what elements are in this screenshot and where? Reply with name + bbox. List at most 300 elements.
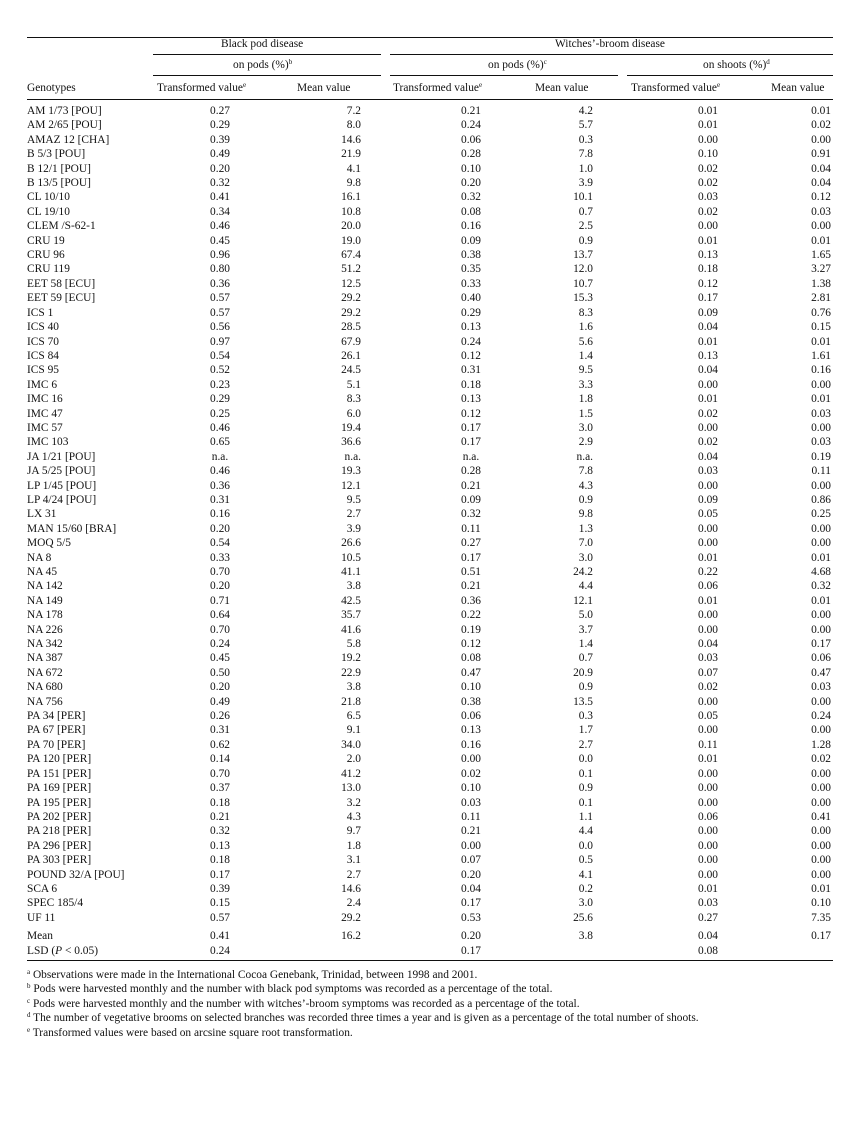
table-cell: 0.57 <box>210 911 230 924</box>
table-cell: 0.65 <box>210 436 230 449</box>
table-cell: 0.34 <box>210 205 230 218</box>
table-cell: 0.10 <box>698 148 718 161</box>
table-cell: 0.32 <box>210 177 230 190</box>
table-cell: 0.00 <box>698 724 718 737</box>
table-cell: 0.86 <box>811 493 831 506</box>
table-cell: 0.13 <box>698 249 718 262</box>
table-cell: 0.28 <box>461 465 481 478</box>
table-cell: 3.0 <box>578 551 593 564</box>
table-cell: 0.3 <box>578 133 593 146</box>
table-cell: 0.03 <box>461 796 481 809</box>
footnote-mark: d <box>27 1011 31 1020</box>
table-cell: 3.9 <box>346 522 361 535</box>
genotype-cell: B 12/1 [POU] <box>27 162 91 175</box>
table-cell: 0.06 <box>811 652 831 665</box>
table-cell: 9.5 <box>578 364 593 377</box>
table-cell: 0.02 <box>698 436 718 449</box>
table-cell: 0.21 <box>461 105 481 117</box>
table-cell: 0.03 <box>811 681 831 694</box>
table-cell: 4.4 <box>578 580 593 593</box>
table-cell: 0.09 <box>461 234 481 247</box>
table-cell: 0.56 <box>210 321 230 334</box>
table-cell: 0.21 <box>461 580 481 593</box>
table-cell: 0.01 <box>811 594 831 607</box>
table-cell: 16.2 <box>341 930 361 943</box>
table-cell: 0.47 <box>461 666 481 679</box>
table-cell: 2.7 <box>578 738 593 751</box>
table-cell: 1.0 <box>578 162 593 175</box>
table-cell: 10.8 <box>341 205 361 218</box>
table-row <box>27 551 833 565</box>
genotype-cell: SPEC 185/4 <box>27 897 84 910</box>
table-cell: 4.68 <box>811 566 831 578</box>
table-cell: 0.13 <box>461 724 481 737</box>
table-cell: 0.00 <box>698 609 718 622</box>
table-cell: 0.21 <box>210 810 230 823</box>
table-cell: 0.62 <box>210 738 230 751</box>
table-cell: 1.1 <box>578 810 593 823</box>
table-cell: 0.64 <box>210 609 230 622</box>
genotype-cell: AM 1/73 [POU] <box>27 105 102 117</box>
table-cell: 0.06 <box>698 810 718 823</box>
table-cell: 0.57 <box>210 306 230 319</box>
table-cell: 3.8 <box>346 681 361 694</box>
table-cell: 0.26 <box>210 710 230 723</box>
table-cell: 10.1 <box>573 191 593 204</box>
table-cell: 1.28 <box>811 738 831 751</box>
genotype-cell: NA 756 <box>27 695 63 708</box>
table-cell: 0.46 <box>210 220 230 233</box>
table-cell: 12.1 <box>573 594 593 607</box>
genotype-cell: PA 34 [PER] <box>27 710 86 723</box>
genotype-cell: LP 1/45 [POU] <box>27 479 97 492</box>
header-transformed-3: Transformed value$^e$ <box>631 81 721 94</box>
table-cell: 0.14 <box>210 753 230 766</box>
table-cell: 1.4 <box>578 638 593 651</box>
table-cell: 0.07 <box>461 854 481 867</box>
table-cell: 0.45 <box>210 652 230 665</box>
table-cell: 12.1 <box>341 479 361 492</box>
table-cell: 0.70 <box>210 566 230 578</box>
table-cell: 0.03 <box>811 407 831 420</box>
table-cell: 3.0 <box>578 421 593 434</box>
table-row <box>27 248 833 262</box>
table-row <box>27 623 833 637</box>
table-cell: 0.24 <box>461 335 481 348</box>
table-cell: 3.7 <box>578 623 593 636</box>
table-cell: 0.70 <box>210 623 230 636</box>
table-row <box>27 738 833 752</box>
table-cell: 0.32 <box>210 825 230 838</box>
table-cell: 0.00 <box>811 479 831 492</box>
table-cell: 67.4 <box>341 249 361 262</box>
table-cell: 0.32 <box>811 580 831 593</box>
table-cell: 0.20 <box>210 580 230 593</box>
table-cell: 16.1 <box>341 191 361 204</box>
table-cell: 26.1 <box>341 349 361 362</box>
table-cell: 0.36 <box>461 594 481 607</box>
table-cell: 0.31 <box>461 364 481 377</box>
table-row <box>27 637 833 651</box>
table-cell: 0.49 <box>210 695 230 708</box>
table-cell: 0.01 <box>698 882 718 895</box>
table-cell: 0.23 <box>210 378 230 391</box>
table-cell: 29.2 <box>341 306 361 319</box>
footnote <box>27 982 833 996</box>
genotype-cell: PA 296 [PER] <box>27 839 92 852</box>
table-cell: 0.10 <box>461 782 481 795</box>
genotype-cell: PA 120 [PER] <box>27 753 92 766</box>
footnote <box>27 1011 833 1025</box>
table-row <box>27 507 833 521</box>
table-cell: 5.0 <box>578 609 593 622</box>
table-row <box>27 579 833 593</box>
table-cell: 0.9 <box>578 493 593 506</box>
table-cell: 0.00 <box>811 623 831 636</box>
table-cell: 4.2 <box>578 105 593 117</box>
table-row <box>27 882 833 896</box>
table-cell: 0.17 <box>210 868 230 881</box>
table-cell: 0.01 <box>698 551 718 564</box>
table-cell: 2.4 <box>346 897 361 910</box>
table-cell: 13.7 <box>573 249 593 262</box>
table-cell: n.a. <box>211 450 229 463</box>
table-cell: n.a. <box>462 450 480 463</box>
genotype-cell: PA 303 [PER] <box>27 854 92 867</box>
table-cell: 0.02 <box>698 177 718 190</box>
table-cell: 5.8 <box>346 638 361 651</box>
genotype-cell: PA 151 [PER] <box>27 767 92 780</box>
table-cell: 2.7 <box>346 868 361 881</box>
table-cell: 0.12 <box>811 191 831 204</box>
genotype-cell: CRU 19 <box>27 234 65 247</box>
table-cell: 0.05 <box>698 508 718 521</box>
table-cell: 0.97 <box>210 335 230 348</box>
table-cell: 42.5 <box>341 594 361 607</box>
genotype-cell: PA 202 [PER] <box>27 810 92 823</box>
table-body <box>27 104 833 925</box>
table-row <box>27 608 833 622</box>
table-cell: 8.3 <box>346 393 361 406</box>
table-cell: 2.0 <box>346 753 361 766</box>
table-bottom-rule <box>27 960 833 961</box>
table-cell: 0.04 <box>461 882 481 895</box>
table-cell: 5.1 <box>346 378 361 391</box>
table-cell: 2.7 <box>346 508 361 521</box>
table-cell: 7.2 <box>346 105 361 117</box>
table-row <box>27 262 833 276</box>
table-cell: 9.8 <box>578 508 593 521</box>
table-cell: 0.2 <box>578 882 593 895</box>
table-cell: 3.27 <box>811 263 831 276</box>
table-cell: 0.00 <box>698 767 718 780</box>
table-cell: 41.1 <box>341 566 361 578</box>
table-cell: 1.6 <box>578 321 593 334</box>
genotype-cell: CRU 96 <box>27 249 65 262</box>
table-cell: 21.9 <box>341 148 361 161</box>
table-cell: 0.01 <box>698 393 718 406</box>
table-cell: 0.3 <box>578 710 593 723</box>
header-mean-2: Mean value <box>535 82 589 94</box>
table-row <box>27 464 833 478</box>
table-cell: 3.1 <box>346 854 361 867</box>
table-cell: 0.20 <box>461 177 481 190</box>
table-cell: 0.91 <box>811 148 831 161</box>
table-row <box>27 781 833 795</box>
table-cell: 29.2 <box>341 911 361 924</box>
table-cell: 0.00 <box>811 868 831 881</box>
footnote-mark: b <box>27 982 31 991</box>
table-cell: 0.80 <box>210 263 230 276</box>
table-row <box>27 723 833 737</box>
table-cell: 0.20 <box>461 930 481 943</box>
table-cell: 0.01 <box>698 119 718 132</box>
table-row <box>27 493 833 507</box>
genotype-cell: NA 178 <box>27 609 63 622</box>
table-cell: 0.17 <box>461 897 481 910</box>
table-cell: 0.27 <box>210 105 230 117</box>
table-cell: 4.1 <box>578 868 593 881</box>
genotype-cell: JA 1/21 [POU] <box>27 450 96 463</box>
table-cell: 0.02 <box>698 162 718 175</box>
table-cell: 0.04 <box>811 162 831 175</box>
footnote <box>27 1026 833 1040</box>
table-cell: 1.38 <box>811 277 831 290</box>
table-cell: 0.71 <box>210 594 230 607</box>
table-cell: 4.4 <box>578 825 593 838</box>
table-cell: 0.41 <box>210 191 230 204</box>
table-cell: 0.36 <box>210 479 230 492</box>
table-cell: 0.00 <box>461 839 481 852</box>
genotype-cell: ICS 1 <box>27 306 54 319</box>
table-cell: 0.00 <box>698 868 718 881</box>
table-cell: 28.5 <box>341 321 361 334</box>
table-cell: 0.01 <box>698 234 718 247</box>
genotype-cell: ICS 70 <box>27 335 59 348</box>
genotype-cell: PA 169 [PER] <box>27 782 92 795</box>
table-cell: 14.6 <box>341 882 361 895</box>
table-cell: 0.28 <box>461 148 481 161</box>
table-cell: 0.12 <box>698 277 718 290</box>
table-row <box>27 810 833 824</box>
lsd-label: LSD (P < 0.05) <box>27 944 98 957</box>
table-cell: 0.24 <box>811 710 831 723</box>
table-cell: 14.6 <box>341 133 361 146</box>
table-cell: 41.2 <box>341 767 361 780</box>
table-cell: 9.5 <box>346 493 361 506</box>
table-cell: 0.19 <box>811 450 831 463</box>
genotype-cell: EET 58 [ECU] <box>27 277 96 290</box>
table-cell: 19.3 <box>341 465 361 478</box>
genotype-cell: NA 226 <box>27 623 63 636</box>
table-cell: 0.07 <box>698 666 718 679</box>
table-cell: 0.00 <box>698 537 718 550</box>
table-cell: 12.5 <box>341 277 361 290</box>
table-cell: 0.17 <box>461 551 481 564</box>
table-cell: 0.18 <box>461 378 481 391</box>
genotype-cell: SCA 6 <box>27 882 58 895</box>
mean-row <box>27 929 833 943</box>
genotype-cell: IMC 6 <box>27 378 58 391</box>
table-cell: 19.2 <box>341 652 361 665</box>
table-cell: 0.00 <box>811 220 831 233</box>
table-row <box>27 839 833 853</box>
table-cell: 0.12 <box>461 638 481 651</box>
genotype-cell: JA 5/25 [POU] <box>27 465 96 478</box>
on-shoots-rule <box>627 75 833 76</box>
genotype-cell: PA 67 [PER] <box>27 724 86 737</box>
table-cell: 9.1 <box>346 724 361 737</box>
table-row <box>27 176 833 190</box>
table-cell: 0.16 <box>461 220 481 233</box>
footnote-text: Pods were harvested monthly and the number with witches’-broom symptoms was recorded as a percentage of the total. <box>30 997 580 1010</box>
table-cell: 0.25 <box>811 508 831 521</box>
table-cell: 24.2 <box>573 566 593 578</box>
table-cell: 0.24 <box>461 119 481 132</box>
table-row <box>27 565 833 579</box>
table-cell: 0.19 <box>461 623 481 636</box>
table-row <box>27 291 833 305</box>
table-cell: 0.01 <box>811 882 831 895</box>
table-cell: 0.49 <box>210 148 230 161</box>
table-cell: 0.11 <box>461 810 481 823</box>
table-cell: 1.7 <box>578 724 593 737</box>
table-cell: 0.1 <box>578 796 593 809</box>
table-cell: 0.00 <box>811 782 831 795</box>
table-cell: 21.8 <box>341 695 361 708</box>
table-row <box>27 378 833 392</box>
table-cell: 0.31 <box>210 724 230 737</box>
table-row <box>27 320 833 334</box>
table-row <box>27 752 833 766</box>
table-cell: 6.5 <box>346 710 361 723</box>
table-cell: 0.13 <box>698 349 718 362</box>
table-cell: 0.00 <box>811 854 831 867</box>
table-cell: 0.09 <box>698 493 718 506</box>
table-row <box>27 868 833 882</box>
table-row <box>27 306 833 320</box>
genotype-cell: LX 31 <box>27 508 57 521</box>
table-cell: 1.8 <box>346 839 361 852</box>
table-cell: 0.01 <box>811 234 831 247</box>
table-cell: 0.00 <box>811 839 831 852</box>
table-cell: 1.61 <box>811 349 831 362</box>
genotype-cell: CLEM /S-62-1 <box>27 220 96 233</box>
genotype-cell: EET 59 [ECU] <box>27 292 96 305</box>
table-cell: 0.33 <box>210 551 230 564</box>
table-cell: 0.02 <box>698 681 718 694</box>
table-cell: 0.01 <box>698 105 718 117</box>
table-cell: 0.00 <box>811 796 831 809</box>
table-cell: 1.65 <box>811 249 831 262</box>
table-cell: 0.36 <box>210 277 230 290</box>
table-cell: 12.0 <box>573 263 593 276</box>
table-cell: 24.5 <box>341 364 361 377</box>
table-cell: 0.03 <box>811 436 831 449</box>
footnote <box>27 997 833 1011</box>
table-cell: 0.00 <box>698 220 718 233</box>
table-cell: 0.17 <box>811 930 831 943</box>
table-cell: 3.0 <box>578 897 593 910</box>
genotype-cell: NA 680 <box>27 681 63 694</box>
table-row <box>27 234 833 248</box>
table-cell: 1.3 <box>578 522 593 535</box>
table-cell: 0.04 <box>698 321 718 334</box>
table-cell: 0.37 <box>210 782 230 795</box>
table-cell: 3.8 <box>578 930 593 943</box>
table-cell: 0.09 <box>698 306 718 319</box>
table-summary <box>27 929 833 958</box>
table-cell: 0.76 <box>811 306 831 319</box>
footnotes <box>27 968 833 1040</box>
header-on-shoots: on shoots (%)$^d$ <box>703 58 770 71</box>
table-row <box>27 421 833 435</box>
table-cell: 0.15 <box>811 321 831 334</box>
table-cell: 0.1 <box>578 767 593 780</box>
table-row <box>27 147 833 161</box>
table-cell: 20.0 <box>341 220 361 233</box>
table-cell: 0.01 <box>698 335 718 348</box>
table-cell: 1.5 <box>578 407 593 420</box>
table-cell: 0.40 <box>461 292 481 305</box>
header-transformed-1: Transformed value$^e$ <box>157 81 247 94</box>
table-cell: 0.10 <box>811 897 831 910</box>
table-row <box>27 118 833 132</box>
table-cell: 0.0 <box>578 753 593 766</box>
table-cell: 0.46 <box>210 421 230 434</box>
table-cell: 0.00 <box>698 421 718 434</box>
table-cell: 7.8 <box>578 148 593 161</box>
table-row <box>27 335 833 349</box>
table-row <box>27 479 833 493</box>
table-cell: 0.20 <box>461 868 481 881</box>
on-pods-black-rule <box>153 75 381 76</box>
table-cell: 0.33 <box>461 277 481 290</box>
witches-broom-rule <box>390 54 833 55</box>
table-cell: 0.00 <box>811 537 831 550</box>
table-cell: 0.16 <box>811 364 831 377</box>
header-black-pod: Black pod disease <box>221 38 304 50</box>
table-cell: 0.04 <box>698 364 718 377</box>
genotype-cell: IMC 103 <box>27 436 69 449</box>
table-cell: 0.9 <box>578 234 593 247</box>
table-cell: 0.18 <box>698 263 718 276</box>
genotype-cell: UF 11 <box>27 911 56 924</box>
table-cell: 7.0 <box>578 537 593 550</box>
table-cell: 0.27 <box>461 537 481 550</box>
table-cell: 0.12 <box>461 349 481 362</box>
genotype-cell: NA 142 <box>27 580 63 593</box>
table-row <box>27 651 833 665</box>
table-cell: 0.54 <box>210 537 230 550</box>
table-cell: 41.6 <box>341 623 361 636</box>
table-cell: 4.3 <box>578 479 593 492</box>
table-cell: 0.00 <box>698 782 718 795</box>
footnote <box>27 968 833 982</box>
table-cell: 0.11 <box>811 465 831 478</box>
genotype-cell: PA 218 [PER] <box>27 825 92 838</box>
table-cell: 2.5 <box>578 220 593 233</box>
table-cell: 0.00 <box>811 522 831 535</box>
table-cell: 0.29 <box>461 306 481 319</box>
genotype-cell: CL 10/10 <box>27 191 70 204</box>
genotype-cell: NA 149 <box>27 594 63 607</box>
genotype-cell: B 5/3 [POU] <box>27 148 86 161</box>
table-cell: 0.02 <box>698 407 718 420</box>
table-cell: 0.25 <box>210 407 230 420</box>
genotype-cell: PA 70 [PER] <box>27 738 86 751</box>
table-cell: 0.20 <box>210 162 230 175</box>
